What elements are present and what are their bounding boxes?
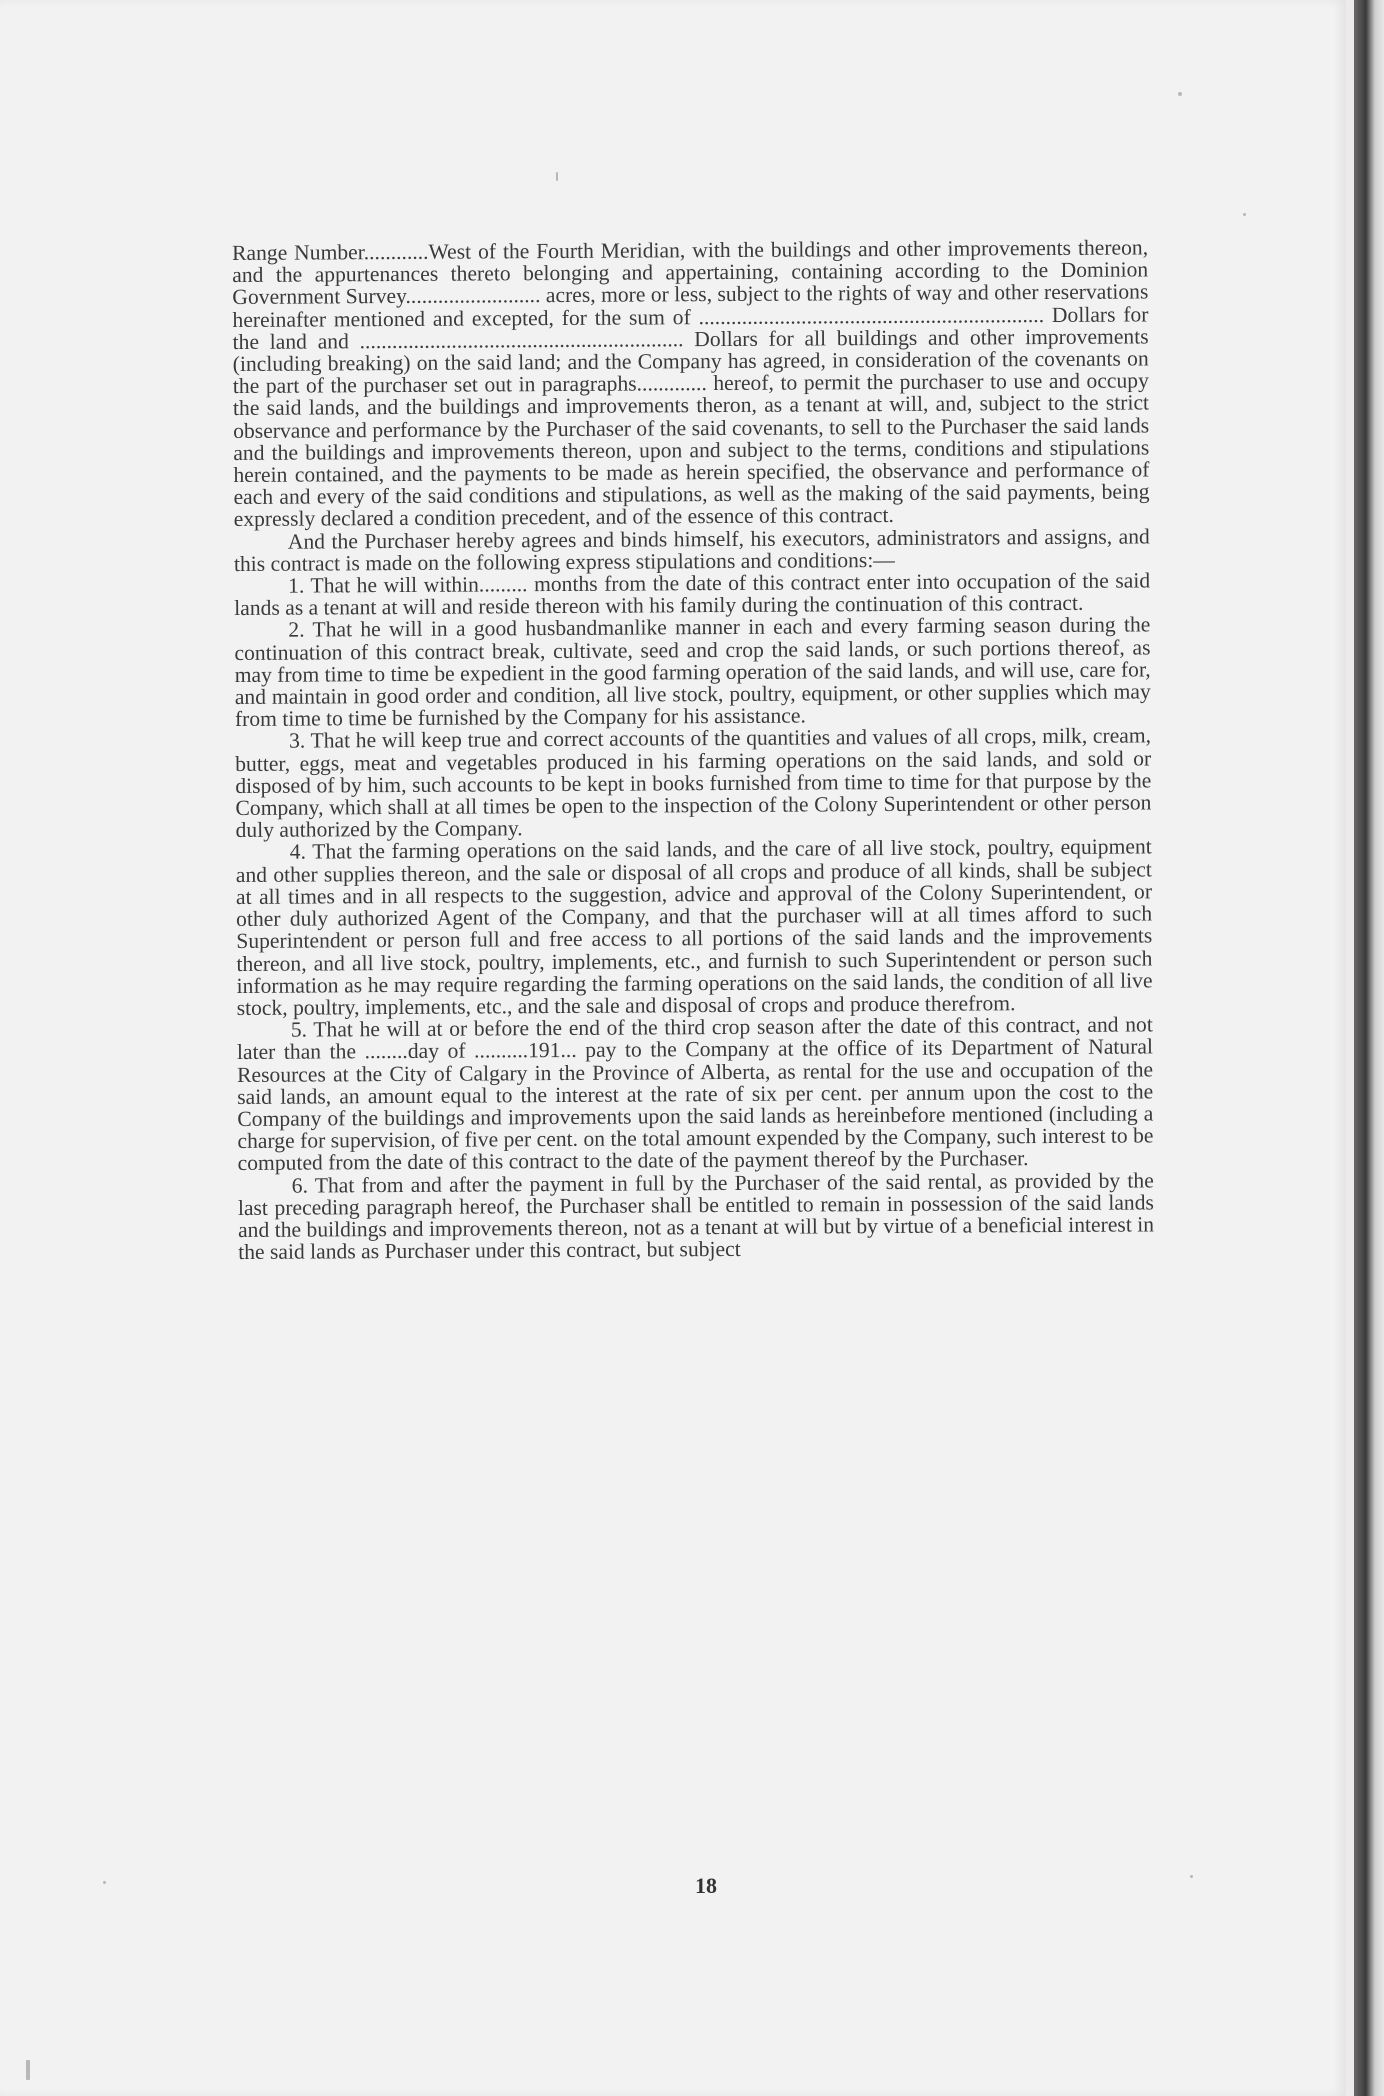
paragraph-opening: Range Number............West of the Fourth Meridian, with the buildings and other improvements thereon, and the appurtenances thereto belonging and appertaining, containing according to the Dominion Government Survey......................... acres, more or less, subject to the rights of way and other reservations hereinafter mentioned and excepted, for the sum of ................................................................ Dollars for the land and ............................................................ Dollars for all buildings and other improvements (including breaking) on the said land; and the Company has agreed, in consideration of the covenants on the part of the purchaser set out in paragraphs............. hereof, to permit the purchaser to use and occupy the said lands, and the buildings and improvements theron, as a tenant at will, and, subject to the strict observance and performance by the Purchaser of the said covenants, to sell to the Purchaser the said lands and the buildings and improvements thereon, upon and subject to the terms, conditions and stipulations herein contained, and the payments to be made as herein specified, the observance and performance of each and every of the said conditions and stipulations, as well as the making of the said payments, being expressly declared a condition precedent, and of the essence of this contract. xyxy=(231,235,1150,532)
paragraph-clause-5: 5. That he will at or before the end of the third crop season after the date of this contract, and not later than the ........day of ..........191... pay to the Company at the office of its Department of Natural Resources at the City of Calgary in the Province of Alberta, as rental for the use and occupation of the said lands, an amount equal to the interest at the rate of six per cent. per annum upon the cost to the Company of the buildings and improvements upon the said lands as hereinbefore mentioned (including a charge for supervision, of five per cent. on the total amount expended by the Company, such interest to be computed from the date of this contract to the date of the payment thereof by the Purchaser. xyxy=(236,1012,1154,1176)
paper-speck xyxy=(1190,1875,1193,1878)
paper-speck xyxy=(556,172,558,181)
paragraph-clause-3: 3. That he will keep true and correct accounts of the quantities and values of all crops, milk, cream, butter, eggs, meat and vegetables produced in his farming operations on the said lands, and sold or disposed of by him, such accounts to be kept in books furnished from time to time for that purpose by the Company, which shall at all times be open to the inspection of the Colony Superintendent or other person duly authorized by the Company. xyxy=(235,723,1152,843)
paragraph-clause-1: 1. That he will within......... months from the date of this contract enter into occupation of the said lands as a tenant at will and reside thereon with his family during the continuation of this contract. xyxy=(234,568,1151,621)
paragraph-clause-6: 6. That from and after the payment in full by the Purchaser of the said rental, as provided by the last preceding paragraph hereof, the Purchaser shall be entitled to remain in possession of the said lands and the buildings and improvements thereon, not as a tenant at will but by virtue of a beneficial interest in the said lands as Purchaser under this contract, but subject xyxy=(237,1167,1155,1265)
paper-speck xyxy=(103,1881,106,1884)
paper-speck xyxy=(26,2060,30,2080)
paragraph-clause-2: 2. That he will in a good husbandmanlike manner in each and every farming season during the continuation of this contract break, cultivate, seed and crop the said lands, or such portions thereof, as may from time to time be expedient in the good farming operation of the said lands, and will use, care for, and maintain in good order and condition, all live stock, poultry, equipment, or other supplies which may from time to time be furnished by the Company for his assistance. xyxy=(234,612,1151,732)
book-spine-edge xyxy=(1354,0,1384,2096)
paragraph-clause-4: 4. That the farming operations on the said lands, and the care of all live stock, poultry, equipment and other supplies thereon, and the sale or disposal of all crops and produce of all kinds, shall be subject at all times and in all respects to the suggestion, advice and approval of the Colony Superintendent, or other duly authorized Agent of the Company, and that the purchaser will at all times afford to such Superintendent or person full and free access to all portions of the said lands and the improvements thereon, and all live stock, poultry, implements, etc., and furnish to such Superintendent or person such information as he may require regarding the farming operations on the said lands, the condition of all live stock, poultry, implements, etc., and the sale and disposal of crops and produce therefrom. xyxy=(235,834,1153,1020)
paper-speck xyxy=(1178,92,1182,96)
paragraph-agreement: And the Purchaser hereby agrees and binds himself, his executors, administrators and assigns, and this contract is made on the following express stipulations and conditions:— xyxy=(233,524,1150,576)
paper-speck xyxy=(1243,213,1246,216)
body-text xyxy=(232,236,1154,1263)
page-number: 18 xyxy=(695,1873,717,1898)
